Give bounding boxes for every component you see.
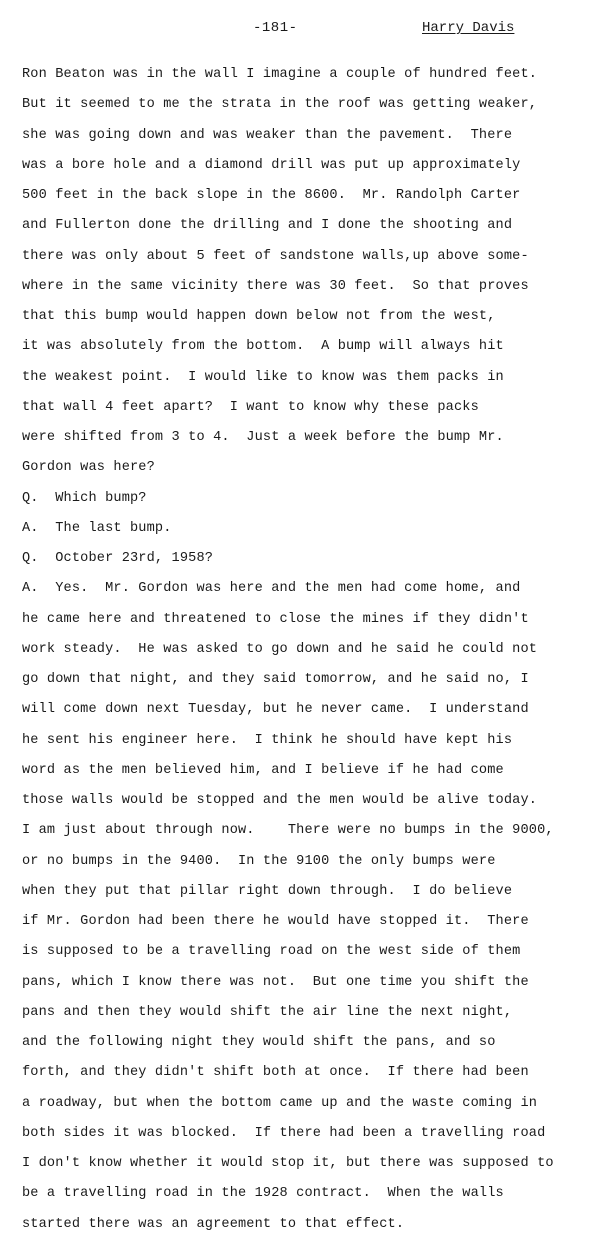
transcript-line: and Fullerton done the drilling and I done the shooting and	[22, 218, 513, 234]
transcript-line: Q. Which bump?	[22, 490, 147, 506]
transcript-line: 500 feet in the back slope in the 8600. Mr. Randolph Carter	[22, 188, 521, 203]
transcript-line: a roadway, but when the bottom came up and the waste coming in	[22, 1095, 538, 1111]
transcript-line: that wall 4 feet apart? I want to know why these packs	[22, 399, 479, 415]
transcript-line: Gordon was here?	[22, 460, 155, 476]
transcript-line: he came here and threatened to close the mines if they didn't	[22, 611, 529, 627]
page-number: -181-	[253, 20, 298, 36]
transcript-body	[22, 60, 602, 1240]
transcript-line: where in the same vicinity there was 30 feet. So that proves	[22, 278, 529, 294]
transcript-line: But it seemed to me the strata in the roof was getting weaker,	[22, 97, 538, 113]
transcript-line: Q. October 23rd, 1958?	[22, 551, 214, 566]
transcript-line: is supposed to be a travelling road on the west side of them	[22, 944, 521, 960]
transcript-line: it was absolutely from the bottom. A bump will always hit	[22, 339, 504, 355]
transcript-line: A. The last bump.	[22, 520, 172, 536]
transcript-line: forth, and they didn't shift both at once. If there had been	[22, 1065, 529, 1081]
transcript-line: both sides it was blocked. If there had been a travelling road	[22, 1125, 546, 1141]
transcript-line: the weakest point. I would like to know was them packs in	[22, 369, 504, 385]
transcript-line: were shifted from 3 to 4. Just a week before the bump Mr.	[22, 430, 504, 445]
transcript-line: word as the men believed him, and I believe if he had come	[22, 762, 504, 778]
transcript-line: if Mr. Gordon had been there he would have stopped it. There	[22, 914, 529, 929]
transcript-line: he sent his engineer here. I think he should have kept his	[22, 732, 513, 748]
transcript-line: I am just about through now. There were no bumps in the 9000,	[22, 823, 554, 839]
transcript-line: pans and then they would shift the air line the next night,	[22, 1004, 513, 1020]
transcript-line: was a bore hole and a diamond drill was put up approximately	[22, 157, 521, 173]
transcript-line: those walls would be stopped and the men would be alive today.	[22, 793, 538, 808]
transcript-line: started there was an agreement to that effect.	[22, 1216, 405, 1232]
transcript-line: work steady. He was asked to go down and he said he could not	[22, 641, 538, 657]
transcript-line: Ron Beaton was in the wall I imagine a couple of hundred feet.	[22, 67, 538, 82]
transcript-line: there was only about 5 feet of sandstone walls,up above some-	[22, 248, 529, 264]
transcript-line: go down that night, and they said tomorrow, and he said no, I	[22, 672, 529, 687]
witness-name: Harry Davis	[422, 20, 515, 36]
transcript-line: I don't know whether it would stop it, but there was supposed to	[22, 1156, 554, 1171]
transcript-line: be a travelling road in the 1928 contract. When the walls	[22, 1186, 504, 1202]
transcript-line: and the following night they would shift the pans, and so	[22, 1035, 496, 1050]
transcript-line: pans, which I know there was not. But one time you shift the	[22, 974, 529, 990]
transcript-line: or no bumps in the 9400. In the 9100 the only bumps were	[22, 853, 496, 869]
transcript-line: will come down next Tuesday, but he never came. I understand	[22, 702, 529, 718]
transcript-line: she was going down and was weaker than the pavement. There	[22, 127, 513, 143]
transcript-line: that this bump would happen down below not from the west,	[22, 309, 496, 324]
transcript-line: A. Yes. Mr. Gordon was here and the men had come home, and	[22, 581, 521, 597]
page-header	[0, 20, 610, 42]
transcript-line: when they put that pillar right down through. I do believe	[22, 883, 513, 899]
